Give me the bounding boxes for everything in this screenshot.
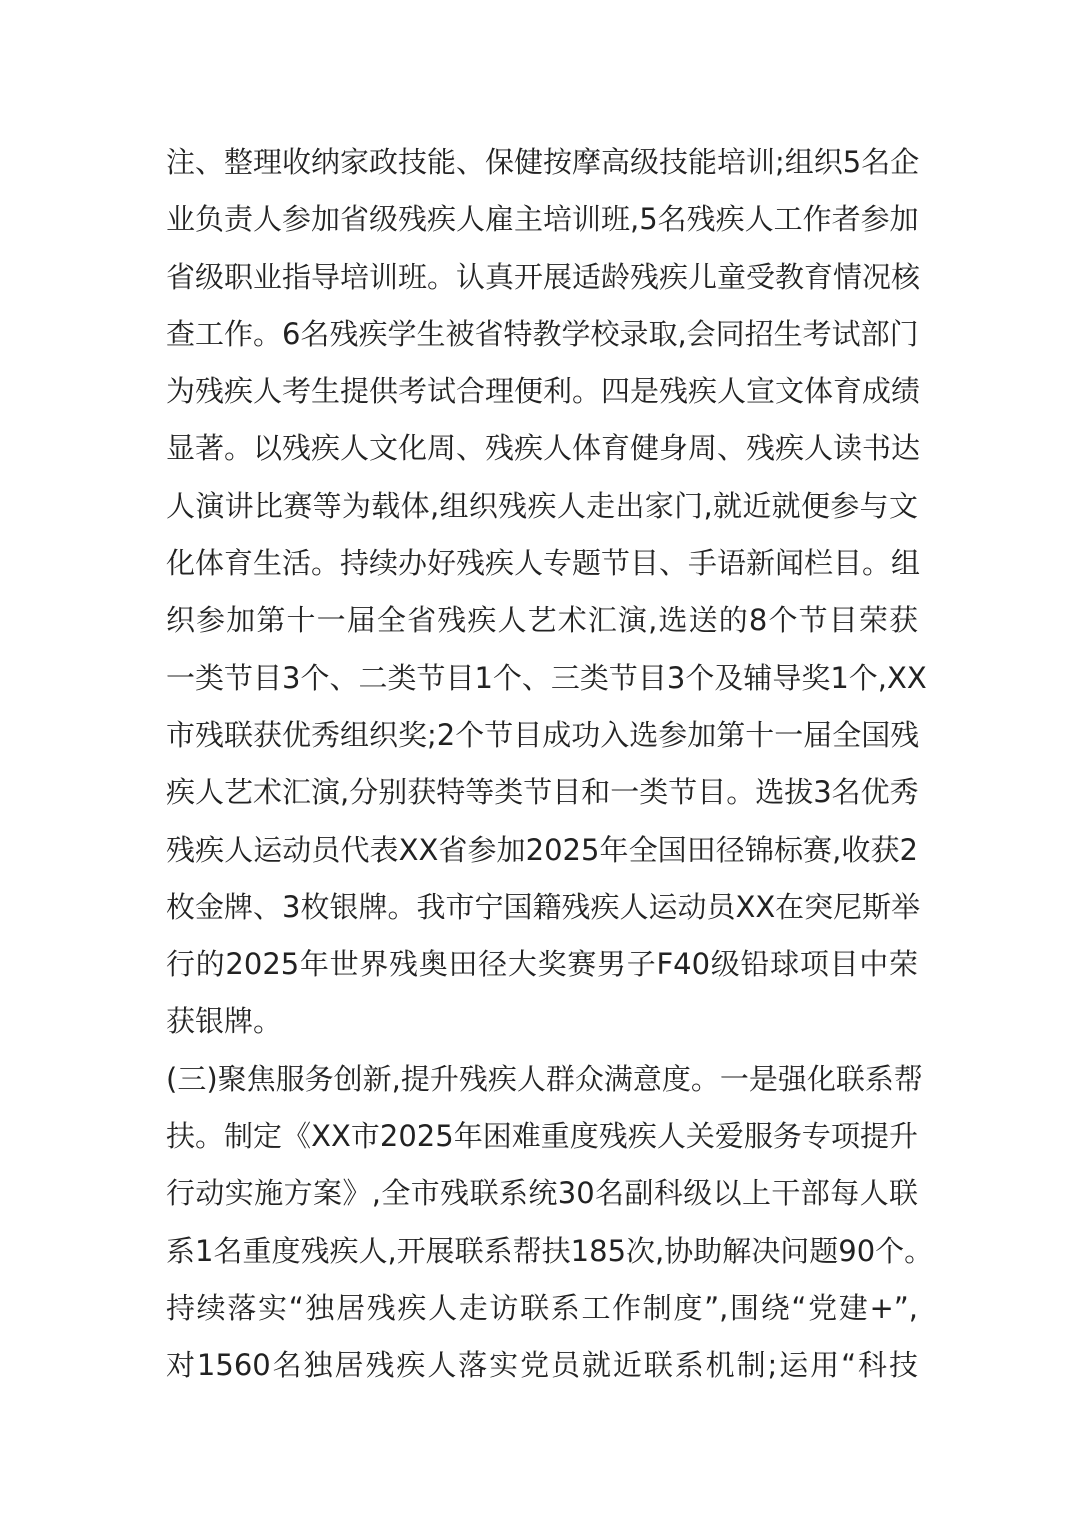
body-text	[166, 134, 934, 1395]
text-line: 行动实施方案》,全市残联系统30名副科级以上干部每人联	[166, 1176, 918, 1211]
text-line: 注、整理收纳家政技能、保健按摩高级技能培训;组织5名企	[166, 145, 920, 179]
text-line: 扶。制定《XX市2025年困难重度残疾人关爱服务专项提升	[166, 1119, 918, 1154]
text-line: 枚金牌、3枚银牌。我市宁国籍残疾人运动员XX在突尼斯举	[166, 889, 921, 924]
text-line: 疾人艺术汇演,分别获特等类节目和一类节目。选拔3名优秀	[166, 775, 919, 810]
text-line: 为残疾人考生提供考试合理便利。四是残疾人宣文体育成绩	[166, 374, 921, 409]
text-line: 市残联获优秀组织奖;2个节目成功入选参加第十一届全国残	[166, 717, 920, 752]
text-line: 系1名重度残疾人,开展联系帮扶185次,协助解决问题90个。	[166, 1233, 934, 1268]
text-line: 查工作。6名残疾学生被省特教学校录取,会同招生考试部门	[166, 316, 919, 351]
text-line: 获银牌。	[166, 1004, 283, 1039]
text-line: 一类节目3个、二类节目1个、三类节目3个及辅导奖1个,XX	[166, 660, 927, 695]
text-line: 显著。以残疾人文化周、残疾人体育健身周、残疾人读书达	[166, 431, 921, 466]
text-line: 省级职业指导培训班。认真开展适龄残疾儿童受教育情况核	[166, 259, 921, 294]
text-line: 化体育生活。持续办好残疾人专题节目、手语新闻栏目。组	[166, 546, 921, 581]
text-line: 人演讲比赛等为载体,组织残疾人走出家门,就近就便参与文	[166, 488, 918, 523]
text-line: 残疾人运动员代表XX省参加2025年全国田径锦标赛,收获2	[166, 832, 918, 867]
text-line: 对1560名独居残疾人落实党员就近联系机制;运用“科技	[166, 1348, 918, 1383]
section-heading-line: (三)聚焦服务创新,提升残疾人群众满意度。一是强化联系帮	[166, 1061, 923, 1096]
text-line: 业负责人参加省级残疾人雇主培训班,5名残疾人工作者参加	[166, 202, 919, 237]
text-line: 行的2025年世界残奥田径大奖赛男子F40级铅球项目中荣	[166, 947, 918, 982]
text-line: 持续落实“独居残疾人走访联系工作制度”,围绕“党建+”,	[166, 1290, 918, 1325]
text-line: 织参加第十一届全省残疾人艺术汇演,选送的8个节目荣获	[166, 603, 918, 638]
